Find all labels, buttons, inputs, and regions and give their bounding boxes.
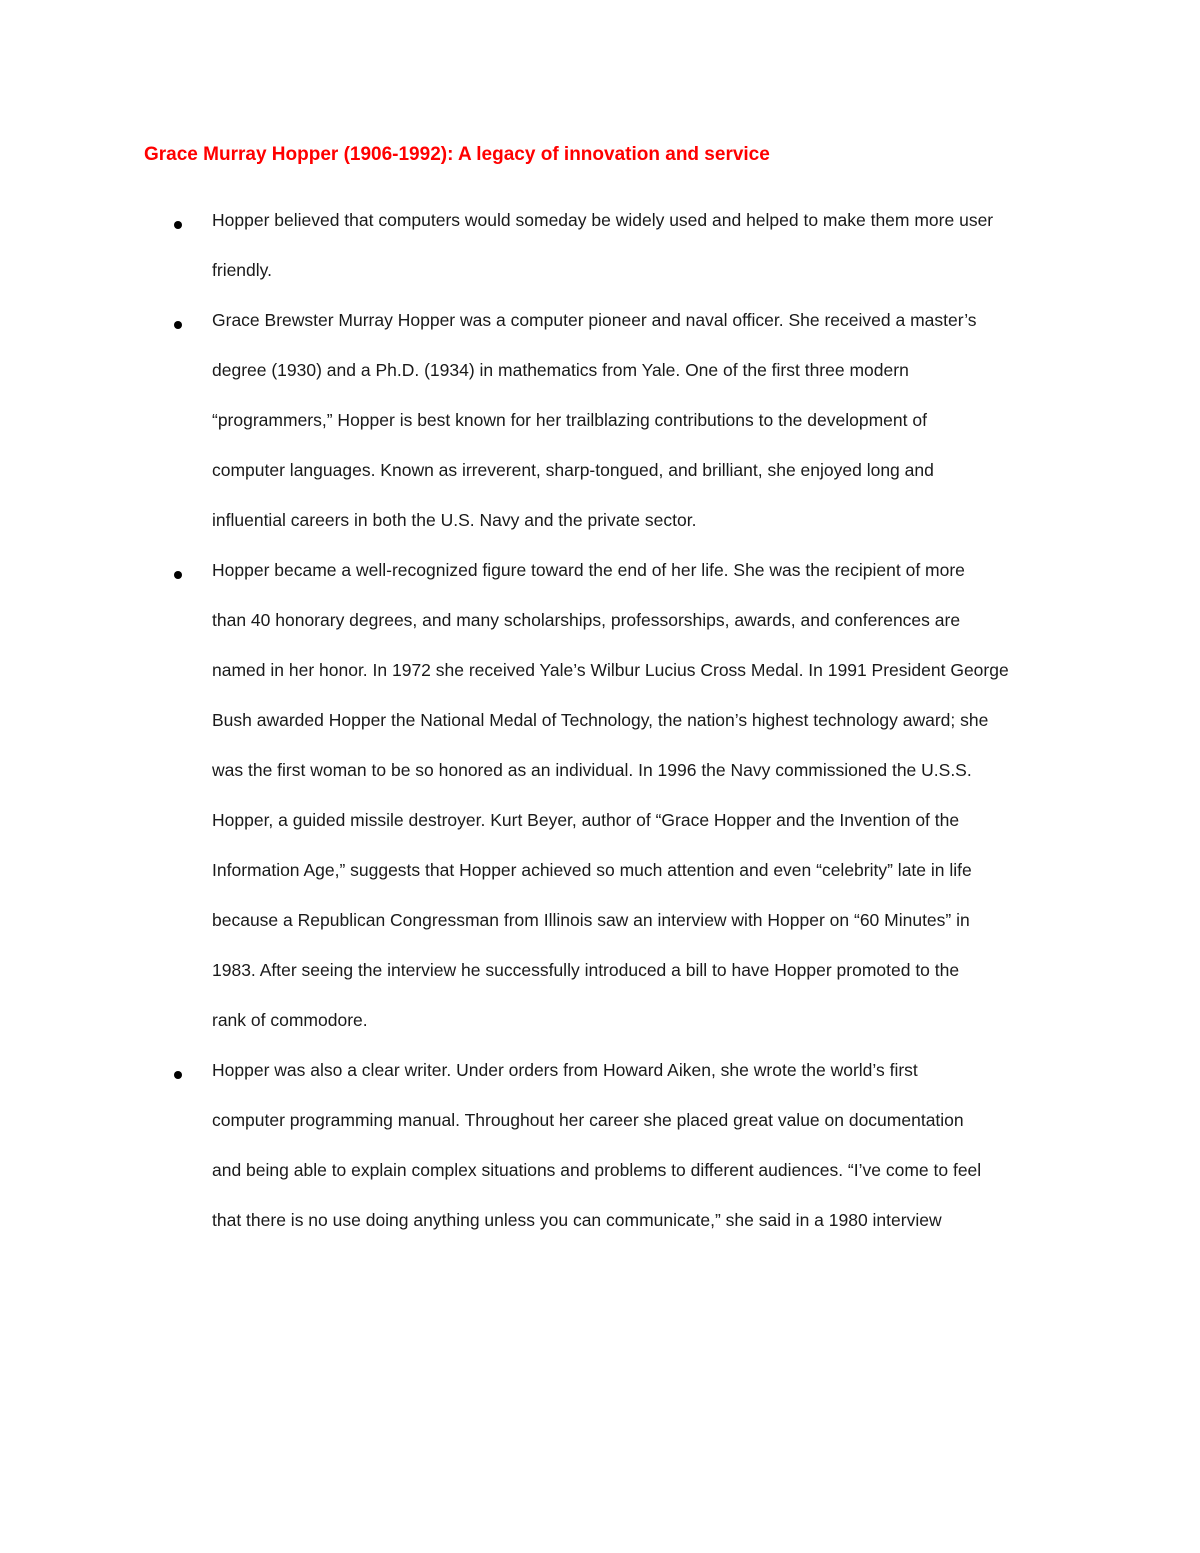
bullet-text-line: Information Age,” suggests that Hopper achieved so much attention and even “celebrity” late in life xyxy=(212,860,972,880)
bullet-text-line: degree (1930) and a Ph.D. (1934) in mathematics from Yale. One of the first three modern xyxy=(212,360,909,380)
bullet-point-icon xyxy=(174,221,182,229)
bullet-text-line: was the first woman to be so honored as an individual. In 1996 the Navy commissioned the U.S.S. xyxy=(212,760,972,780)
bullet-text-line: computer languages. Known as irreverent, sharp-tongued, and brilliant, she enjoyed long and xyxy=(212,460,934,480)
bullet-text-line: influential careers in both the U.S. Navy and the private sector. xyxy=(212,510,697,530)
bullet-text-line: friendly. xyxy=(212,260,272,280)
bullet-text-line: “programmers,” Hopper is best known for her trailblazing contributions to the development of xyxy=(212,410,927,430)
bullet-item xyxy=(0,555,1200,1035)
bullet-text-line: Bush awarded Hopper the National Medal of Technology, the nation’s highest technology award; she xyxy=(212,710,989,730)
bullet-point-icon xyxy=(174,571,182,579)
bullet-text-line: that there is no use doing anything unless you can communicate,” she said in a 1980 interview xyxy=(212,1210,942,1230)
bullet-item xyxy=(0,1055,1200,1235)
bullet-text-line: named in her honor. In 1972 she received Yale’s Wilbur Lucius Cross Medal. In 1991 President George xyxy=(212,660,1009,680)
bullet-text-line: rank of commodore. xyxy=(212,1010,368,1030)
bullet-point-icon xyxy=(174,1071,182,1079)
bullet-item xyxy=(0,305,1200,535)
bullet-text-line: Hopper was also a clear writer. Under orders from Howard Aiken, she wrote the world’s first xyxy=(212,1060,918,1080)
bullet-text-line: computer programming manual. Throughout her career she placed great value on documentation xyxy=(212,1110,964,1130)
bullet-text-line: Hopper believed that computers would someday be widely used and helped to make them more user xyxy=(212,210,994,230)
bullet-text-line: because a Republican Congressman from Illinois saw an interview with Hopper on “60 Minutes” in xyxy=(212,910,970,930)
bullet-text-line: than 40 honorary degrees, and many scholarships, professorships, awards, and conferences are xyxy=(212,610,961,630)
bullet-item xyxy=(0,205,1200,285)
bullet-text-line: and being able to explain complex situations and problems to different audiences. “I’ve come to feel xyxy=(212,1160,982,1180)
bullet-text-line: Hopper became a well-recognized figure toward the end of her life. She was the recipient of more xyxy=(212,560,965,580)
bullet-point-icon xyxy=(174,321,182,329)
bullet-text-line: 1983. After seeing the interview he successfully introduced a bill to have Hopper promoted to the xyxy=(212,960,960,980)
bullet-text-line: Grace Brewster Murray Hopper was a computer pioneer and naval officer. She received a master’s xyxy=(212,310,977,330)
bullet-text-line: Hopper, a guided missile destroyer. Kurt Beyer, author of “Grace Hopper and the Invention of the xyxy=(212,810,960,830)
document-title: Grace Murray Hopper (1906-1992): A legacy of innovation and service xyxy=(144,144,770,165)
